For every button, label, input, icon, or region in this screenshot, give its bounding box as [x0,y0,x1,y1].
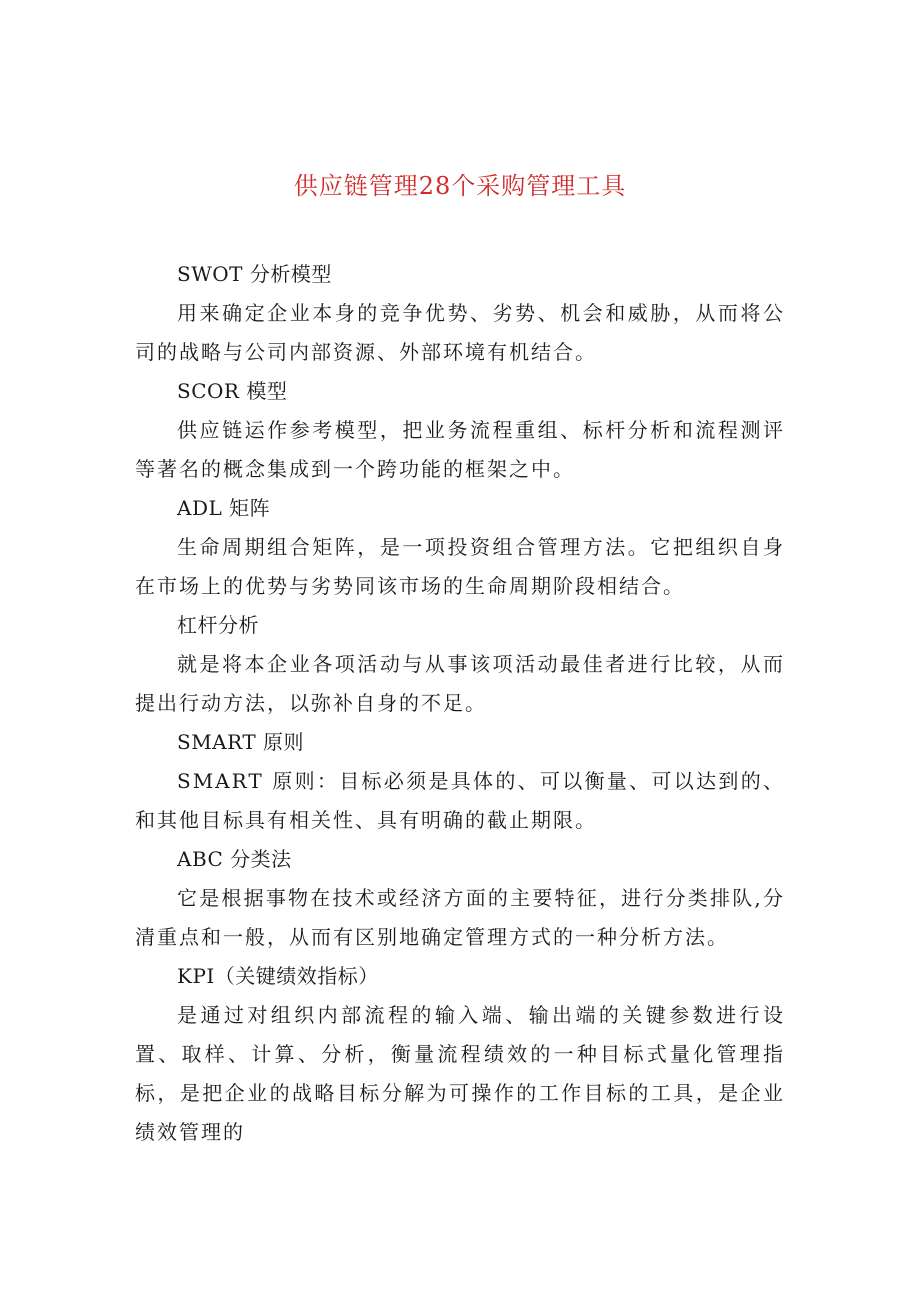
section-adl [135,489,785,606]
section-heading: 杠杆分析 [177,613,259,637]
section-smart [135,723,785,840]
section-kpi [135,957,785,1152]
section-paragraph: 是通过对组织内部流程的输入端、输出端的关键参数进行设置、取样、计算、分析，衡量流程绩效的一种目标式量化管理指标，是把企业的战略目标分解为可操作的工作目标的工具，是企业绩效管理的 [135,1003,785,1144]
section-paragraph: SMART 原则：目标必须是具体的、可以衡量、可以达到的、和其他目标具有相关性、具有明确的截止期限。 [135,769,785,832]
section-paragraph: 供应链运作参考模型，把业务流程重组、标杆分析和流程测评等著名的概念集成到一个跨功能的框架之中。 [135,418,785,481]
section-heading: SWOT 分析模型 [177,262,332,286]
document-title: 供应链管理28个采购管理工具 [293,172,627,200]
section-heading: ADL 矩阵 [177,496,271,520]
section-swot [135,255,785,372]
section-abc [135,840,785,957]
section-paragraph: 生命周期组合矩阵，是一项投资组合管理方法。它把组织自身在市场上的优势与劣势同该市场的生命周期阶段相结合。 [135,535,785,598]
section-heading: SMART 原则 [177,730,305,754]
section-heading: KPI（关键绩效指标） [177,964,379,988]
section-heading: ABC 分类法 [177,847,292,871]
section-paragraph: 就是将本企业各项活动与从事该项活动最佳者进行比较，从而提出行动方法，以弥补自身的不足。 [135,652,785,715]
section-scor [135,372,785,489]
section-leverage [135,606,785,723]
document-body [135,255,785,1152]
section-paragraph: 用来确定企业本身的竞争优势、劣势、机会和威胁，从而将公司的战略与公司内部资源、外部环境有机结合。 [135,301,785,364]
section-paragraph: 它是根据事物在技术或经济方面的主要特征，进行分类排队,分清重点和一般，从而有区别地确定管理方式的一种分析方法。 [135,886,785,949]
section-heading: SCOR 模型 [177,379,288,403]
